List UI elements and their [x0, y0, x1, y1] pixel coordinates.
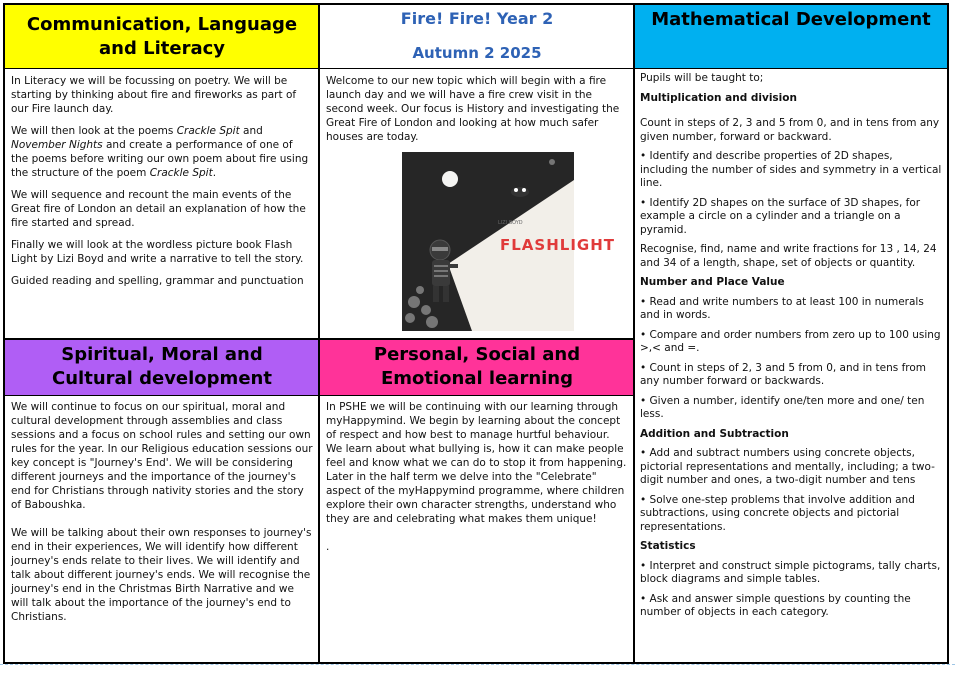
maths-item: • Identify 2D shapes on the surface of 3D shapes, for example a circle on a cylinder and a triangle on a pyramid. — [640, 196, 921, 236]
smc-title: Spiritual, Moral and Cultural development — [52, 344, 272, 389]
maths-header — [635, 5, 947, 68]
maths-item: • Add and subtract numbers using concrete objects, pictorial representations and mentally, including; a two-digit number and ones, a two-digit number and tens — [640, 447, 935, 486]
column-divider — [318, 3, 320, 664]
smc-paragraph: We will continue to focus on our spiritual, moral and cultural development through assemblies and class sessions and a focus on school rules and setting our own rules for the year. In our Religious education sessions our key concept is "Journey's End'. We will be considering different journeys and the importance of the journey's end for Christians through nativity stories and the story of Baboushka. — [11, 401, 313, 511]
pshe-paragraph: . — [326, 541, 330, 553]
pshe-paragraph: In PSHE we will be continuing with our learning through myHappymind. We begin by learning about the concept of respect and how best to manage hurtful behaviour. We learn about what bullying is, how it can make people feel and know what we can do to stop it from happening. Later in the half term we delve into the "Celebrate" aspect of the myHappymind programme, where children explore their own character strengths, understand who they are and celebrating what makes them unique! — [326, 401, 627, 525]
smc-header — [5, 339, 319, 395]
maths-item: • Solve one-step problems that involve addition and subtractions, using concrete objects and pictorial representations. — [640, 493, 915, 533]
maths-item: Count in steps of 2, 3 and 5 from 0, and in tens from any given number, forward or backward. — [640, 117, 940, 143]
literacy-paragraph: Finally we will look at the wordless picture book Flash Light by Lizi Boyd and write a narrative to tell the story. — [11, 239, 304, 265]
maths-item: • Interpret and construct simple pictograms, tally charts, block diagrams and simple tables. — [640, 559, 941, 585]
maths-item: • Ask and answer simple questions by counting the number of objects in each category. — [640, 592, 911, 618]
literacy-paragraph: We will sequence and recount the main events of the Great fire of London an detail an explanation of how the fire started and spread. — [11, 189, 306, 229]
maths-heading-addition: Addition and Subtraction — [640, 427, 789, 440]
row-divider — [3, 68, 949, 69]
literacy-header — [5, 5, 319, 68]
literacy-paragraph: In Literacy we will be focussing on poetry. We will be starting by thinking about fire and fireworks as part of our Fire launch day. — [11, 75, 297, 115]
flashlight-book-cover — [402, 152, 616, 331]
maths-item: • Read and write numbers to at least 100 in numerals and in words. — [640, 295, 924, 321]
literacy-title: Communication, Language and Literacy — [26, 13, 298, 59]
topic-title: Fire! Fire! Year 2 — [400, 9, 554, 28]
maths-item: Recognise, find, name and write fractions for 13 , 14, 24 and 34 of a length, shape, set of objects or quantity. — [640, 243, 937, 269]
literacy-paragraph: Guided reading and spelling, grammar and punctuation — [11, 275, 304, 287]
literacy-poems-paragraph: We will then look at the poems Crackle Spit and November Nights and create a performance of one of the poems before writing our own poem about fire using the structure of the poem Crackle Spit. — [11, 125, 309, 179]
maths-item: • Given a number, identify one/ten more and one/ ten less. — [640, 394, 925, 420]
topic-header — [320, 5, 634, 68]
page-edge-marker — [0, 664, 955, 666]
book-title-text: FLASHLIGHT — [500, 236, 616, 254]
maths-title: Mathematical Development — [651, 9, 931, 30]
topic-term: Autumn 2 2025 — [412, 44, 542, 62]
maths-item: • Count in steps of 2, 3 and 5 from 0, and in tens from any number forward or backwards. — [640, 361, 927, 387]
row-divider — [3, 338, 635, 340]
book-author-text: LIZI BOYD — [498, 220, 523, 226]
literacy-body — [5, 69, 319, 338]
maths-body — [635, 69, 947, 663]
maths-heading-place-value: Number and Place Value — [640, 276, 785, 288]
topic-body — [320, 69, 634, 149]
maths-item: • Compare and order numbers from zero up to 100 using >,< and =. — [640, 328, 941, 354]
smc-paragraph: We will be talking about their own responses to journey's end in their experiences, We will identify how different journey's ends relate to their lives. We will identify and talk about different journey's ends. We will recognise the journey's end in the Christmas Birth Narrative and we will talk about the importance of the journey's end to Christians. — [11, 527, 312, 623]
maths-item: • Identify and describe properties of 2D shapes, including the number of sides and symmetry in a vertical line. — [640, 150, 942, 189]
pshe-title: Personal, Social and Emotional learning — [373, 344, 581, 389]
maths-heading-multiplication: Multiplication and division — [640, 91, 797, 104]
pshe-body — [320, 396, 634, 663]
smc-body — [5, 396, 319, 663]
maths-heading-statistics: Statistics — [640, 540, 696, 552]
row-divider — [3, 395, 635, 396]
topic-intro: Welcome to our new topic which will begin with a fire launch day and we will have a fire crew visit in the second week. Our focus is History and investigating the Great Fire of London and looking at how much safer houses are today. — [326, 75, 620, 143]
maths-intro: Pupils will be taught to; — [640, 72, 764, 84]
column-divider — [633, 3, 635, 664]
pshe-header — [320, 339, 634, 395]
